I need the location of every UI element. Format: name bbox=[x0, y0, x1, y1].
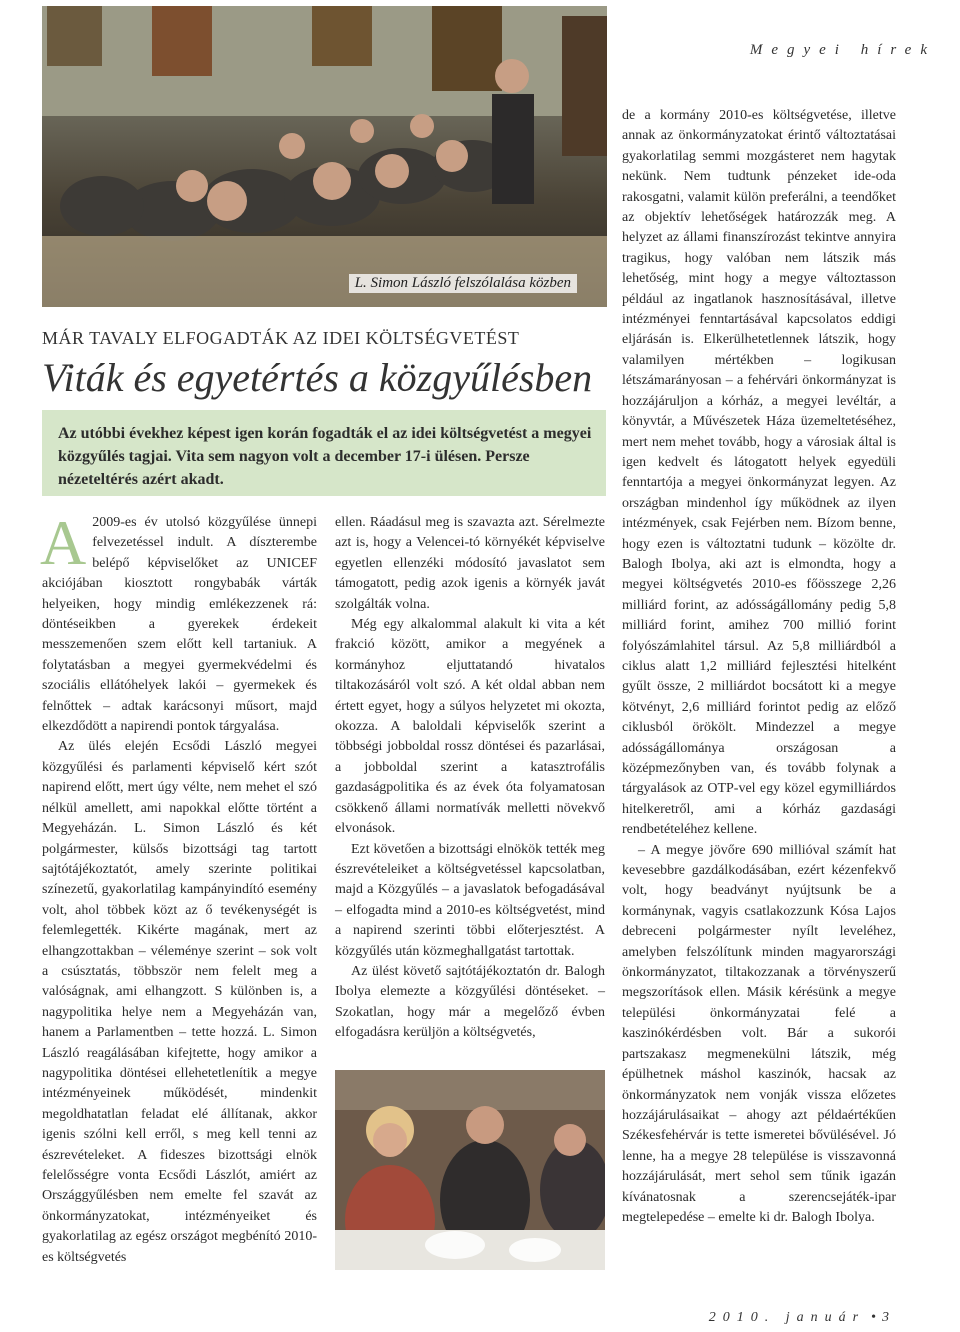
paragraph: Ezt követően a bizottsági elnökök tették meg észrevételeiket a költségvetéssel kapcsolatban, majd a Közgyűlés – a javaslatok befogadásával – elfogadta mind a 2010-es költségvetést, mind a napirend szerinti többi előterjesztést. A közgyűlés után közmeghallgatást tartottak. bbox=[335, 841, 605, 959]
council-meeting-illustration bbox=[42, 6, 607, 307]
press-conference-illustration bbox=[335, 1070, 605, 1270]
article-title: Viták és egyetértés a közgyűlésben bbox=[42, 355, 593, 400]
photo-caption: L. Simon László felszólalása közben bbox=[349, 274, 577, 293]
page-number: 3 bbox=[882, 1310, 896, 1325]
council-meeting-photo bbox=[42, 6, 607, 307]
article-kicker: MÁR TAVALY ELFOGADTÁK AZ IDEI KÖLTSÉGVETÉST bbox=[42, 328, 520, 348]
paragraph: ellen. Ráadásul meg is szavazta azt. Sérelmezte azt is, hogy a Velencei-tó környékét képviselve egyetlen ellenzéki módosító javaslatot sem támogatott, pedig azok igenis a környék javát szolgálták volna. bbox=[335, 515, 605, 612]
article-column-3 bbox=[622, 106, 896, 1228]
paragraph: Az ülést követő sajtótájékoztatón dr. Balogh Ibolya elemezte a közgyűlési döntéseket. – Szokatlan, hogy már a megelőző évben elfogadásra kerüljön a költségvetés, bbox=[335, 963, 605, 1041]
section-label: Megyei hírek bbox=[749, 42, 936, 58]
paragraph: Még egy alkalommal alakult ki vita a két frakció között, amikor a megyének a kormányhoz eljuttatandó hivatalos tiltakozásáról volt szó. A két oldal abban nem értett egyet, hogy a súlyos helyzetet mi okozta, okozza. A baloldali képviselők szerint a többségi jobboldal rossz döntései és pazarlásai, a jobboldal szerint a katasztrofális gazdaságpolitika és az évek óta folyamatosan csökkenő állami normatívák melletti növekvő elvonások. bbox=[335, 617, 605, 837]
article-lead: Az utóbbi évekhez képest igen korán fogadták el az idei költségvetést a megyei közgyűlés tagjai. Vita sem nagyon volt a december 17-i ülésen. Persze nézeteltérés azért akadt. bbox=[42, 410, 606, 496]
article-column-2 bbox=[335, 513, 605, 1044]
article-column-1 bbox=[40, 507, 317, 1268]
paragraph: 2009-es év utolsó közgyűlése ünnepi felvezetéssel indult. A díszterembe belépő képviselőket az UNICEF akciójában kiosztott rongybabák várták helyeiken, hogy mindig emlékezzenek rá: döntéseikben a gyerekek érdekeit messzemenően szem előtt kell tartaniuk. A folytatásban a megyei gyermekvédelmi és szociális ellátóhelyek lakói – gyermekek és felnőttek – adtak karácsonyi műsort, majd elkezdődött a napirendi pontok tárgyalása. bbox=[42, 515, 317, 735]
paragraph: Az ülés elején Ecsődi László megyei közgyűlési és parlamenti képviselő kért szót napirend előtt, mert úgy vélte, nem mehet el szó nélkül amellett, ami napokkal előtte történt a Megyeházán. L. Simon László és két polgármester, külsős bizottsági tag tartott sajtótájékoztatót, amely szerinte politikai színezetű, gyakorlatilag kampányindító esemény volt, ahol többek közt az ő tevékenységét is felemlegették. Kikérte magának, mert az elhangzottakban – véleménye szerint – sok volt a csúsztatás, többször nem felelt meg a valóságnak, ami elhangzott. S különben is, a nagypolitika helye nem a Megyeházán van, hanem a Parlamentben – tette hozzá. L. Simon László reagálásában kifejtette, hogy amikor a nagypolitika döntései ellehetetlenítik a megye intézményeinek működését, mindenkit megoldhatatlan feladat elé állítanak, akkor igenis szólni kell erről, s meg kell tenni az észrevételeket. A fideszes bizottsági elnök felelősségre vonta Ecsődi Lászlót, amiért az Országgyűlésben nem emelte fel szavát az önkormányzatokat, intézményeiket és gyakorlatilag az egész országot megbénító 2010-es költségvetés bbox=[42, 739, 317, 1265]
paragraph: de a kormány 2010-es költségvetése, illetve annak az önkormányzatokat érintő változtatásai gyakorlatilag semmi mozgásteret nem hagytak nekünk. Nem tudtunk pénzeket ide-oda rakosgatni, valamit külön preferálni, a teendőket az objektív lehetőségek határozzák meg. A helyzet az állami finanszírozást tekintve annyira tragikus, hogy valóban nem látszik más lehetőség, mint hogy a megye változtasson például az ingatlanok hasznosításával, illetve intézményei fenntartásával kapcsolatos eddigi eljárásán is. Elkerülhetetlennek látszik, hogy valamilyen mértékben – logikusan létszámarányosan – a fehérvári önkormányzat is hozzájáruljon a kórház, a megyei levéltár, a könyvtár, a Művészetek Háza üzemeltetéséhez, mert nem mehet tovább, hogy a városiak által is igen kedvelt és látogatott helyek egyedüli fenntartója a megyei önkormányzat legyen. Az országban mindenhol így működnek az ilyen intézmények, csak Fejérben nem. Bízom benne, hogy ezen is változtatni tudunk – közölte dr. Balogh Ibolya, aki azt is elmondta, hogy a megyei költségvetés 2010-es főösszege 2,26 milliárd forint, az adósságállomány pedig 5,8 milliárd forint, amihez 700 millió forint folyószámlahitel társul. Az 5,8 milliárdból a ciklus alatt 1,2 milliárd fejlesztési hitelként gyűlt össze, 2 milliárdot bocsátott ki a megye kötvényt, 2,6 milliárd forintot pedig az előző ciklusból örökölt. Mindezzel a megye adósságállománya országosan a középmezőnyben van, és tovább folynak a tárgyalások az OTP-vel egy közel egymilliárdos hitelkeretről, ami a kórház gazdasági rendbetételéhez kellene. bbox=[622, 108, 896, 838]
footer-separator-dot: • bbox=[871, 1310, 876, 1325]
press-conference-photo bbox=[335, 1070, 605, 1270]
page-footer bbox=[709, 1310, 896, 1326]
paragraph: – A megye jövőre 690 millióval számít hat kevesebbre gazdálkodásában, ezért kézenfekvő volt, hogy beadványt nyújtsunk be a kormánynak, vagyis csatlakozzunk Kósa Lajos debreceni polgármester nyílt leveléhez, amelyben felszólítunk minden magyarországi önkormányzatot, tiltakozzanak a törvényszerű megszorítások ellen. Másik kérésünk a megye települési önkormányzatai felé a kaszinókérdésben volt. Bár a sukorói partszakasz megmenekülni látszik, még épülhetnek máshol kaszinók, hacsak az önkormányzatok nem vonják vissza előzetes hozzájárulásaikat – ahogy azt példaértékűen Székesfehérvár is tette ismeretei bővülésével. Jó lenne, ha a megye 28 települése is visszavonná hozzájárulását, mert sehol sem tűnik igazán kívánatosnak a szerencsejáték-ipar megtelepedése – emelte ki dr. Balogh Ibolya. bbox=[622, 842, 896, 1225]
drop-cap: A bbox=[40, 507, 87, 578]
issue-date: 2010. január bbox=[708, 1310, 866, 1325]
